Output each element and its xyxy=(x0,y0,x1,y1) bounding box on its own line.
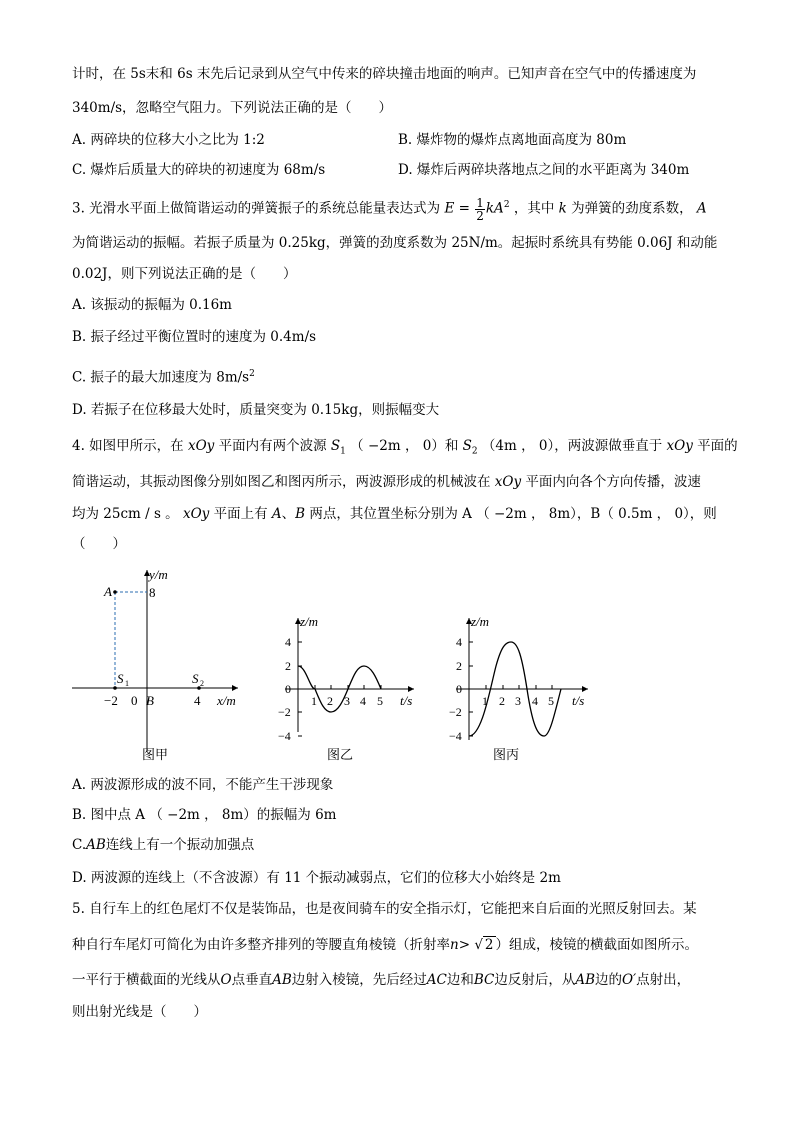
q5-stem-line3 xyxy=(72,970,690,990)
q4-option-b: B. 图中点 A （ −2m ， 8m）的振幅为 6m xyxy=(72,807,337,823)
q4-xoy-3: xOy xyxy=(494,474,522,490)
fig2-xtick-3: 3 xyxy=(344,694,350,708)
fig1-point-a xyxy=(113,590,117,594)
q4-t5: 平面的 xyxy=(697,438,738,454)
q4-xoy-1: xOy xyxy=(187,438,215,454)
q5-stem-line1: 5. 自行车上的红色尾灯不仅是装饰品，也是夜间骑车的安全指示灯，它能把来自后面的光照反射回去。某 xyxy=(72,901,697,917)
fig2-ytick-m2: −2 xyxy=(278,705,291,719)
fig2-xtick-5: 5 xyxy=(377,694,383,708)
fig1-label-b: B xyxy=(146,693,154,708)
fig1-label-s1: S xyxy=(117,671,124,686)
fig1-label-0: 0 xyxy=(131,693,138,708)
q3-a: A xyxy=(696,200,707,217)
q4-option-c-ab: AB xyxy=(86,837,106,853)
figures-row xyxy=(60,562,620,767)
q3-formula-ka: kA xyxy=(485,200,504,217)
q5-ab-2: AB xyxy=(575,972,596,988)
fig1-point-s1 xyxy=(113,686,117,690)
q3-stem-line1 xyxy=(72,195,707,222)
q3-option-c-unit: m/s xyxy=(224,369,250,386)
fig3-xtick-5: 5 xyxy=(548,694,554,708)
q4-t10: 、 xyxy=(281,506,296,522)
q3-stem-line2: 为简谐运动的振幅。若振子质量为 0.25kg，弹簧的劲度系数为 25N/m。起振时系统具有势能 0.06J 和动能 xyxy=(72,235,718,251)
q4-option-c-pre: C. xyxy=(72,837,87,853)
q4-option-d: D. 两波源的连线上（不含波源）有 11 个振动减弱点，它们的位移大小始终是 2m xyxy=(72,870,561,886)
q2-option-b: B. 爆炸物的爆炸点离地面高度为 80m xyxy=(398,132,627,148)
fig2-xtick-1: 1 xyxy=(311,694,317,708)
q3-formula-exp: 2 xyxy=(503,200,510,210)
q4-option-c-post: 连线上有一个振动加强点 xyxy=(105,837,255,853)
q5-ac: AC xyxy=(426,972,447,988)
figure-jia xyxy=(72,567,238,762)
fig1-caption: 图甲 xyxy=(142,747,169,762)
fig3-label-t: t/s xyxy=(572,693,585,708)
q3-text-mid: ，其中 xyxy=(513,200,555,217)
q4-t11: 两点，其位置坐标分别为 A （ −2m ， 8m），B（ 0.5m ， 0），则 xyxy=(309,506,717,522)
q4-xoy-4: xOy xyxy=(182,506,210,522)
q4-t2: 平面内有两个波源 xyxy=(218,438,327,454)
fig1-label-s2: S xyxy=(192,671,199,686)
fig3-ytick-4: 4 xyxy=(456,635,462,649)
q2-option-c: C. 爆炸后质量大的碎块的初速度为 68m/s xyxy=(72,162,326,178)
q3-fraction xyxy=(475,197,485,222)
q2-option-d: D. 爆炸后两碎块落地点之间的水平距离为 340m xyxy=(398,162,690,178)
q5-t5: 边射入棱镜，先后经过 xyxy=(291,972,427,988)
q5-n: n xyxy=(450,937,459,953)
q5-bc: BC xyxy=(473,972,495,988)
fig2-ytick-0: 0 xyxy=(285,682,291,696)
q3-text-post: 为弹簧的劲度系数， xyxy=(571,200,693,217)
q5-t6: 边和 xyxy=(446,972,474,988)
figure-bing xyxy=(449,614,588,762)
fig2-ytick-m4: −4 xyxy=(278,729,291,743)
q3-text-pre: 3. 光滑水平面上做简谐运动的弹簧振子的系统总能量表达式为 xyxy=(72,200,441,217)
q4-option-c xyxy=(72,835,254,855)
q4-stem-line3 xyxy=(72,504,717,524)
fig1-label-s2-sub: 2 xyxy=(200,679,204,688)
fig1-label-4: 4 xyxy=(194,693,201,708)
q5-t3: 一平行于横截面的光线从 xyxy=(72,972,221,988)
figure-yi xyxy=(278,614,414,762)
q5-t4: 点垂直 xyxy=(231,972,273,988)
q3-stem-line3: 0.02J，则下列说法正确的是（ ） xyxy=(72,266,297,282)
q5-sqrt-value: 2 xyxy=(484,937,494,953)
q4-t4: （4m ， 0），两波源做垂直于 xyxy=(481,438,663,454)
fig3-label-z: z/m xyxy=(471,614,490,629)
fig3-xtick-4: 4 xyxy=(532,694,538,708)
fig3-xtick-2: 2 xyxy=(499,694,505,708)
q4-point-b: B xyxy=(295,506,306,522)
q4-stem-line4: （ ） xyxy=(72,536,126,552)
q3-option-d: D. 若振子在位移最大处时，质量突变为 0.15kg，则振幅变大 xyxy=(72,402,440,418)
fig3-x-ticks xyxy=(486,685,552,689)
fig2-label-z: z/m xyxy=(300,614,319,629)
q3-formula-e: E = xyxy=(444,200,470,217)
q3-frac-num: 1 xyxy=(476,195,484,210)
fig2-caption: 图乙 xyxy=(327,747,354,762)
q5-t8: 边的 xyxy=(595,972,623,988)
q3-option-c-text: C. 振子的最大加速度为 8 xyxy=(72,369,225,386)
q4-stem-line2 xyxy=(72,472,701,492)
q4-s2-sub: 2 xyxy=(471,446,478,457)
fig3-xtick-3: 3 xyxy=(515,694,521,708)
q5-sqrt-sign: √ xyxy=(474,937,483,953)
fig1-label-s1-sub: 1 xyxy=(125,679,129,688)
q4-t3: （ −2m ， 0）和 xyxy=(350,438,459,454)
q5-stem-line4: 则出射光线是（ ） xyxy=(72,1004,207,1020)
q3-k: k xyxy=(558,200,567,217)
fig2-xtick-4: 4 xyxy=(360,694,366,708)
q4-s2: S xyxy=(462,438,472,454)
fig2-xtick-2: 2 xyxy=(327,694,333,708)
q5-t1: 种自行车尾灯可简化为由许多整齐排列的等腰直角棱镜（折射率 xyxy=(72,937,450,953)
q4-t1: 4. 如图甲所示，在 xyxy=(72,438,184,454)
q3-frac-den: 2 xyxy=(476,208,484,223)
fig1-label-8: 8 xyxy=(149,585,156,600)
q3-option-a: A. 该振动的振幅为 0.16m xyxy=(72,297,232,313)
q5-o: O xyxy=(220,972,232,988)
fig1-label-x: x/m xyxy=(217,693,236,708)
fig3-ytick-2: 2 xyxy=(456,659,462,673)
fig2-label-t: t/s xyxy=(400,693,413,708)
fig1-label-a: A xyxy=(104,584,112,599)
q4-s1: S xyxy=(330,438,341,454)
fig2-ytick-4: 4 xyxy=(285,635,291,649)
q5-t2: ）组成，棱镜的横截面如图所示。 xyxy=(495,937,699,953)
q4-t7: 平面内向各个方向传播，波速 xyxy=(525,474,701,490)
q4-t9: 平面上有 xyxy=(213,506,268,522)
fig3-ytick-m2: −2 xyxy=(449,705,462,719)
fig3-ytick-0: 0 xyxy=(456,682,462,696)
q4-s1-sub: 1 xyxy=(340,446,346,457)
q3-option-c-exp: 2 xyxy=(249,369,255,379)
q2-stem-line1: 计时，在 5s末和 6s 末先后记录到从空气中传来的碎块撞击地面的响声。已知声音在空气中的传播速度为 xyxy=(72,66,697,82)
q5-t7: 边反射后，从 xyxy=(494,972,576,988)
q4-t8: 均为 25cm / s 。 xyxy=(72,506,179,522)
q4-point-a: A xyxy=(271,506,282,522)
q5-t9: 点射出， xyxy=(636,972,691,988)
fig1-label-xm2: −2 xyxy=(104,693,118,708)
q3-option-b: B. 振子经过平衡位置时的速度为 0.4m/s xyxy=(72,329,317,345)
q4-option-a: A. 两波源形成的波不同，不能产生干涉现象 xyxy=(72,777,334,793)
fig3-caption: 图丙 xyxy=(493,747,520,762)
q2-option-a: A. 两碎块的位移大小之比为 1:2 xyxy=(72,132,265,148)
fig2-ytick-2: 2 xyxy=(285,659,291,673)
q4-xoy-2: xOy xyxy=(666,438,693,454)
fig3-ytick-m4: −4 xyxy=(449,729,462,743)
fig1-label-y: y/m xyxy=(149,567,168,582)
fig3-xtick-1: 1 xyxy=(482,694,488,708)
q5-gt: > xyxy=(458,937,475,953)
q5-stem-line2 xyxy=(72,935,698,955)
q5-ab-1: AB xyxy=(272,972,292,988)
q4-stem-line1 xyxy=(72,436,738,462)
q3-option-c xyxy=(72,364,255,388)
q2-stem-line2: 340m/s，忽略空气阻力。下列说法正确的是（ ） xyxy=(72,100,393,116)
q5-oprime: O′ xyxy=(622,972,637,988)
q4-t6: 简谐运动，其振动图像分别如图乙和图丙所示，两波源形成的机械波在 xyxy=(72,474,491,490)
